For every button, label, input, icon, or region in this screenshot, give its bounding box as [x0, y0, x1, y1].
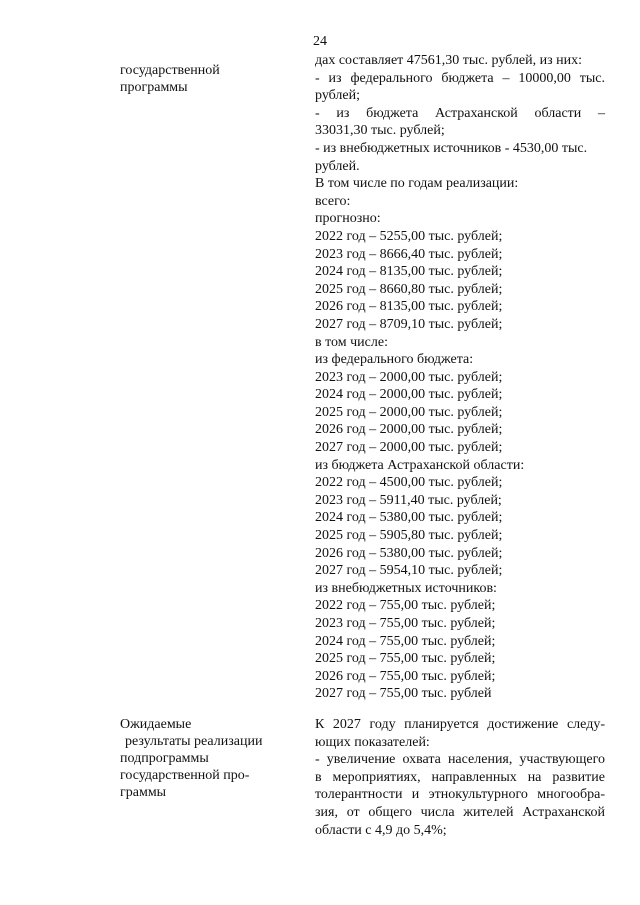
content-line: В том числе по годам реализации:: [315, 176, 519, 192]
content-line: 2026 год – 755,00 тыс. рублей;: [315, 668, 496, 684]
content-line: 2023 год – 5911,40 тыс. рублей;: [315, 492, 502, 508]
content-line: 2023 год – 8666,40 тыс. рублей;: [315, 246, 503, 262]
content-line: в мероприятиях, направленных на развитие: [315, 769, 605, 785]
content-line: 2026 год – 8135,00 тыс. рублей;: [315, 299, 503, 315]
label-line: государственной: [120, 63, 220, 78]
content-line: рублей.: [315, 158, 360, 174]
content-line: в том числе:: [315, 334, 388, 350]
content-line: 2027 год – 2000,00 тыс. рублей;: [315, 440, 503, 456]
content-line: 2024 год – 5380,00 тыс. рублей;: [315, 510, 503, 526]
label-line: государственной про-: [120, 768, 250, 783]
label-line: граммы: [120, 785, 167, 800]
label-line: результаты реализации: [125, 734, 263, 749]
content-line: области с 4,9 до 5,4%;: [315, 822, 447, 838]
section1-content: [315, 52, 605, 703]
content-line: - из бюджета Астраханской области –: [315, 105, 605, 121]
content-line: 2027 год – 8709,10 тыс. рублей;: [315, 316, 503, 332]
content-line: 2027 год – 755,00 тыс. рублей: [315, 686, 492, 702]
content-line: 2023 год – 755,00 тыс. рублей;: [315, 616, 496, 631]
content-line: из бюджета Астраханской области:: [315, 457, 525, 473]
content-line: 2025 год – 5905,80 тыс. рублей;: [315, 528, 503, 544]
content-line: - увеличение охвата населения, участвующего: [315, 752, 605, 768]
content-line: из федерального бюджета:: [315, 352, 474, 368]
content-line: 2027 год – 5954,10 тыс. рублей;: [315, 563, 503, 579]
content-line: 2026 год – 2000,00 тыс. рублей;: [315, 422, 503, 438]
page-number: 24: [313, 34, 327, 49]
label-line: программы: [120, 80, 188, 95]
section2-content: [315, 716, 605, 839]
content-line: 2024 год – 755,00 тыс. рублей;: [315, 633, 496, 649]
content-line: 2024 год – 2000,00 тыс. рублей;: [315, 387, 503, 403]
content-line: 2022 год – 755,00 тыс. рублей;: [315, 598, 496, 614]
content-line: 2022 год – 5255,00 тыс. рублей;: [315, 228, 503, 244]
content-line: всего:: [315, 193, 351, 209]
content-line: 2025 год – 8660,80 тыс. рублей;: [315, 281, 503, 297]
content-line: - из внебюджетных источников - 4530,00 тыс.: [315, 140, 588, 156]
content-line: из внебюджетных источников:: [315, 580, 497, 596]
content-line: прогнозно:: [315, 211, 381, 227]
content-line: ющих показателей:: [315, 734, 430, 750]
content-line: К 2027 году планируется достижение следу-: [315, 717, 605, 732]
content-line: зия, от общего числа жителей Астраханской: [315, 804, 605, 820]
content-line: - из федерального бюджета – 10000,00 тыс.: [315, 70, 605, 86]
content-line: 2022 год – 4500,00 тыс. рублей;: [315, 475, 503, 491]
content-line: 2025 год – 755,00 тыс. рублей;: [315, 651, 496, 667]
content-line: дах составляет 47561,30 тыс. рублей, из них:: [315, 53, 583, 68]
label-line: Ожидаемые: [120, 717, 192, 732]
content-line: 2023 год – 2000,00 тыс. рублей;: [315, 369, 503, 385]
content-line: рублей;: [315, 88, 360, 104]
label-line: подпрограммы: [120, 751, 209, 766]
section1-label: [120, 62, 295, 96]
section2-label: [120, 716, 295, 801]
content-line: 2025 год – 2000,00 тыс. рублей;: [315, 404, 503, 420]
content-line: 33031,30 тыс. рублей;: [315, 123, 445, 139]
content-line: 2024 год – 8135,00 тыс. рублей;: [315, 264, 503, 280]
content-line: толерантности и этнокультурного многообра-: [315, 787, 605, 803]
content-line: 2026 год – 5380,00 тыс. рублей;: [315, 545, 503, 561]
